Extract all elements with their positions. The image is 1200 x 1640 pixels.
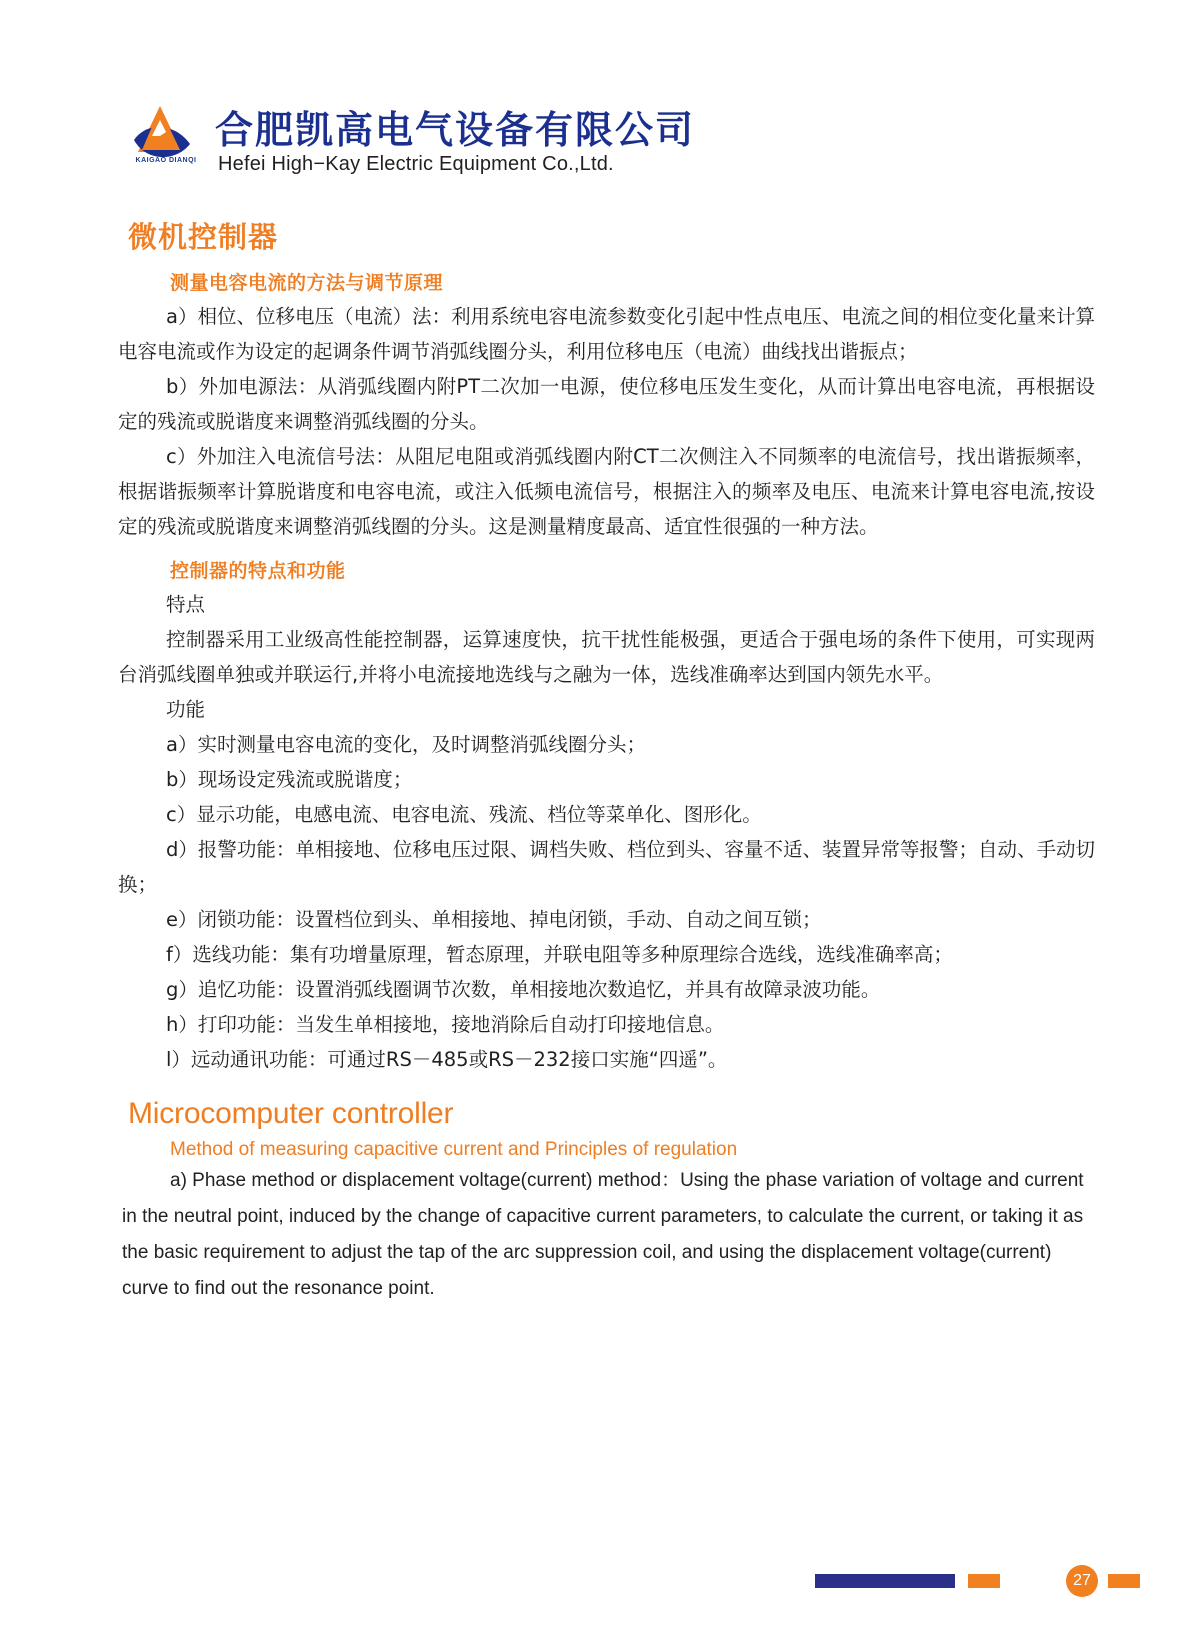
paragraph-features-cn: 控制器采用工业级高性能控制器，运算速度快，抗干扰性能极强，更适合于强电场的条件下使用，可实现两台消弧线圈单独或并联运行,并将小电流接地选线与之融为一体，选线准确率达到国内领先水平。 [118, 628, 1095, 686]
function-item-h-cn: h）打印功能：当发生单相接地，接地消除后自动打印接地信息。 [166, 1013, 725, 1036]
company-name-cn: 合肥凯高电气设备有限公司 [215, 108, 696, 152]
function-item-a-cn: a）实时测量电容电流的变化，及时调整消弧线圈分头； [166, 733, 646, 756]
paragraph-c-cn: c）外加注入电流信号法：从阻尼电阻或消弧线圈内附CT二次侧注入不同频率的电流信号，找出谐振频率，根据谐振频率计算脱谐度和电容电流，或注入低频电流信号，根据注入的频率及电压、电流来计算电容电流,按设定的残流或脱谐度来调整消弧线圈的分头。这是测量精度最高、适宜性很强的一种方法。 [118, 445, 1095, 538]
page-title-cn: 微机控制器 [128, 220, 279, 254]
page-number-badge: 27 [1066, 1565, 1098, 1597]
footer-bar-navy [815, 1574, 955, 1588]
footer-bar-orange-left [968, 1574, 1000, 1588]
page-header [130, 95, 930, 195]
page-content [0, 215, 1200, 1307]
function-item-f-cn: f）选线功能：集有功增量原理，暂态原理，并联电阻等多种原理综合选线，选线准确率高； [166, 943, 953, 966]
section-heading-measuring-method-cn: 测量电容电流的方法与调节原理 [170, 272, 444, 294]
page-footer [0, 1550, 1200, 1640]
function-item-d-cn: d）报警功能：单相接地、位移电压过限、调档失败、档位到头、容量不适、装置异常等报警；自动、手动切换； [118, 838, 1095, 896]
function-item-l-cn: l）远动通讯功能：可通过RS－485或RS－232接口实施“四遥”。 [166, 1048, 728, 1071]
label-features-cn: 特点 [166, 593, 206, 616]
paragraph-a-cn: a）相位、位移电压（电流）法：利用系统电容电流参数变化引起中性点电压、电流之间的相位变化量来计算电容电流或作为设定的起调条件调节消弧线圈分头，利用位移电压（电流）曲线找出谐振点； [118, 305, 1095, 363]
function-item-g-cn: g）追忆功能：设置消弧线圈调节次数，单相接地次数追忆，并具有故障录波功能。 [166, 978, 881, 1001]
company-name-en: Hefei High−Kay Electric Equipment Co.,Ltd. [218, 153, 614, 175]
logo-caption: KAIGAO DIANQI [135, 157, 197, 164]
page-title-en: Microcomputer controller [128, 1097, 454, 1130]
function-item-c-cn: c）显示功能，电感电流、电容电流、残流、档位等菜单化、图形化。 [166, 803, 762, 826]
footer-bar-orange-right [1108, 1574, 1140, 1588]
section-heading-measuring-method-en: Method of measuring capacitive current and Principles of regulation [170, 1139, 738, 1160]
paragraph-b-cn: b）外加电源法：从消弧线圈内附PT二次加一电源，使位移电压发生变化，从而计算出电容电流，再根据设定的残流或脱谐度来调整消弧线圈的分头。 [118, 375, 1095, 433]
section-heading-features-functions-cn: 控制器的特点和功能 [170, 560, 346, 582]
function-item-b-cn: b）现场设定残流或脱谐度； [166, 768, 413, 791]
paragraph-a-en: a) Phase method or displacement voltage(current) method：Using the phase variation of voltage and current in the neutral point, induced by the change of capacitive current parameters, to calculate the current, or taking it as the basic requirement to adjust the tap of the arc suppression coil, and using the displacement voltage(current) curve to find out the resonance point. [122, 1170, 1084, 1299]
label-functions-cn: 功能 [166, 698, 206, 721]
function-item-e-cn: e）闭锁功能：设置档位到头、单相接地、掉电闭锁，手动、自动之间互锁； [166, 908, 822, 931]
